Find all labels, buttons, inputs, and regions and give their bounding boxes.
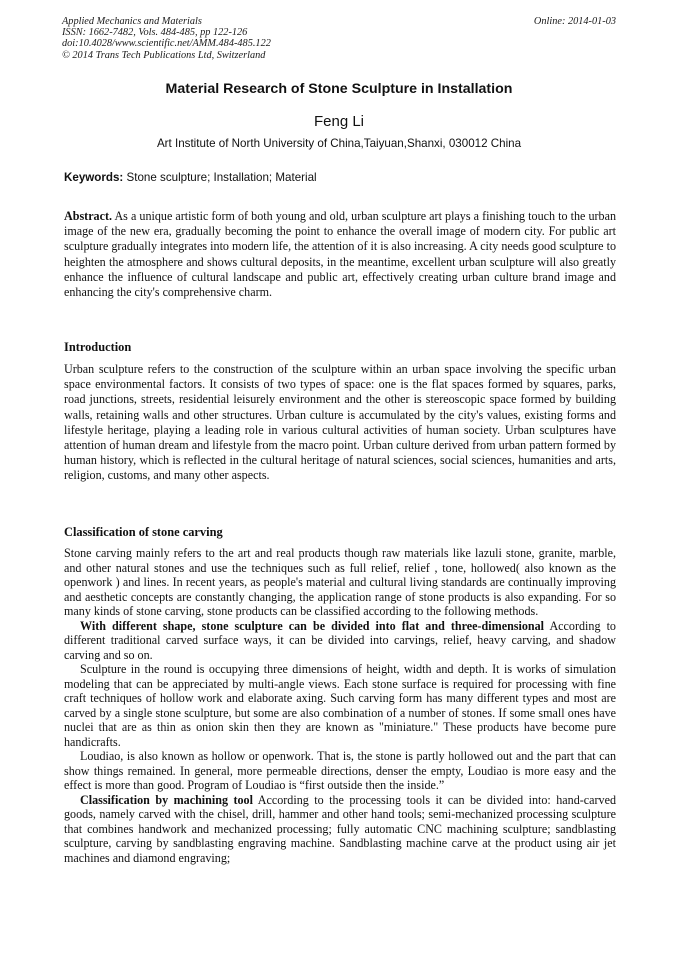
classification-paragraph-2 [64,619,616,663]
doi-line: doi:10.4028/www.scientific.net/AMM.484-485.122 [62,38,271,50]
issn-line: ISSN: 1662-7482, Vols. 484-485, pp 122-126 [62,27,248,39]
keywords [64,171,616,184]
journal-header [62,16,616,61]
classification-paragraph-1: Stone carving mainly refers to the art and real products though raw materials like lazuli stone, granite, marble, and other natural stones and use the techniques such as full relief, relief , tone, hollowed( also known as the openwork ) and lines. In recent years, as people's material and cultural living standards are continually improving and aesthetic concepts are constantly changing, the application range of stone products is also expanding. For so many kinds of stone carving, stone products can be classified according to the following methods. [64,546,616,618]
introduction-heading: Introduction [64,340,132,354]
shape-text: According to different traditional carved surface ways, it can be divided into carvings, relief, heavy carving, and shadow carving and so on. [64,618,616,662]
paper-title: Material Research of Stone Sculpture in Installation [165,81,513,97]
author-affiliation: Art Institute of North University of China,Taiyuan,Shanxi, 030012 China [156,137,522,150]
online-date: Online: 2014-01-03 [533,16,616,27]
introduction-text: Urban sculpture refers to the construction of the sculpture within an urban space involving the specific urban space environmental factors. It consists of two types of space: one is the flat spaces formed by squares, parks, road junctions, streets, residential leisurely environment and the other is stereoscopic space formed by building walls, retaining walls and other structures. Urban culture is accumulated by the city's values, existing forms and lifestyle heritage, playing a leading role in various cultural activities of human society. Urban sculptures have attention of human dream and lifestyle from the macro point. Urban culture derived from urban pattern formed by human history, which is reflected in the cultural heritage of natural sciences, social sciences, humanities and arts, religion, customs, and many other aspects. [64,362,616,483]
keywords-text: Stone sculpture; Installation; Material [123,171,317,184]
classification-body [64,546,616,865]
tool-text: According to the processing tools it can be divided into: hand-carved goods, namely carved with the chisel, drill, hammer and other hand tools; semi-mechanized processing sculpture that combines handwork and mechanized processing; fully automatic CNC machining sculpture; sandblasting sculpture, carving by sandblasting engraving machine. Sandblasting machine carve at the product using air jet machines and diamond engraving; [64,792,617,865]
classification-paragraph-5 [64,793,616,866]
author-name: Feng Li [313,113,365,130]
shape-subheading: With different shape, stone sculpture can be divided into flat and three-dimensional [80,618,545,633]
abstract [64,209,616,300]
abstract-text: As a unique artistic form of both young and old, urban sculpture art plays a finishing touch to the urban image of the new era, gradually becoming the point to enhance the overall image of modern city. For public art sculpture gradually integrates into modern life, the attention of it is also increasing. A city needs good sculpture to heighten the atmosphere and shows cultural deposits, in the meantime, excellent urban sculpture will also greatly enhance the influence of cultural landscape and public art, effectively creating urban culture brand image and enhancing the city's comprehensive charm. [64,209,616,300]
tool-subheading: Classification by machining tool [80,792,253,807]
abstract-label: Abstract. [64,209,113,223]
introduction-body [64,362,616,484]
classification-heading: Classification of stone carving [64,525,223,539]
keywords-label: Keywords: [64,171,124,184]
classification-paragraph-3: Sculpture in the round is occupying three dimensions of height, width and depth. It is works of simulation modeling that can be appreciated by multi-angle views. Each stone surface is required for processing with fine craft techniques of hollow work and elaborate axing. Such carving form has many different types and most are carved by a single stone sculpture, but some are also combination of a number of stones. If some small ones have nuclei that are as thin as onion skin then they are known as "miniature." These products have become pure handicrafts. [64,662,616,749]
journal-name: Applied Mechanics and Materials [62,16,202,27]
copyright-line: © 2014 Trans Tech Publications Ltd, Switzerland [62,49,266,61]
classification-paragraph-4: Loudiao, is also known as hollow or openwork. That is, the stone is partly hollowed out and the part that can show things remained. In general, more permeable directions, denser the empty, Loudiao is more easy and the effect is more than good. Program of Loudiao is “first outside then the inside.” [64,749,616,792]
